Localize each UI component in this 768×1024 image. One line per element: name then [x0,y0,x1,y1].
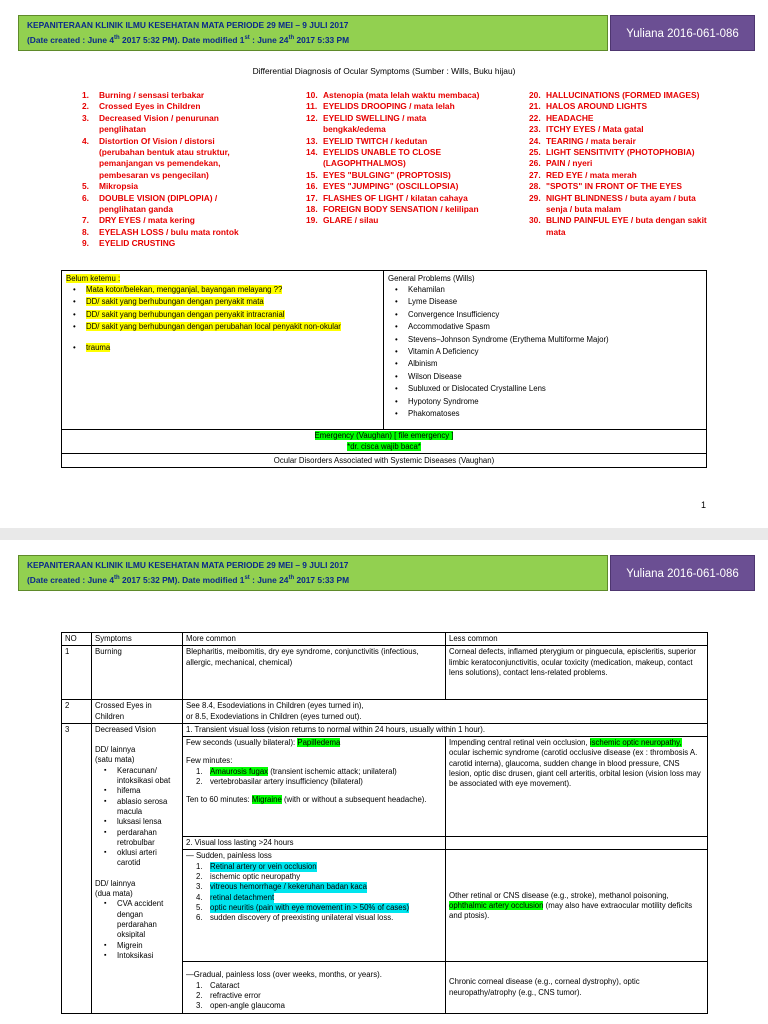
symptom-list-item: 22. HEADACHE [529,112,594,123]
symptom-list-item: 25. LIGHT SENSITIVITY (PHOTOPHOBIA) [529,147,695,158]
list-item: • Subluxed or Dislocated Crystalline Lens [388,384,702,394]
list-item: • trauma [66,343,379,353]
symptom-list-item: 9. EYELID CRUSTING [82,238,176,249]
list-item: ▪ perdarahan retrobulbar [95,828,179,849]
systemic-row: Ocular Disorders Associated with Systemic Diseases (Vaughan) [273,456,495,465]
list-item: • DD/ sakit yang berhubungan dengan penyakit intracranial [66,310,379,320]
table-header-row [62,633,708,646]
list-item: 6. sudden discovery of preexisting unilateral visual loss. [196,913,394,923]
list-item: ▪ hifema [95,786,179,796]
symptom-list-item: 3. Decreased Vision / penurunan penglihatan [82,112,219,135]
list-item: ▪ CVA accident dengan perdarahan oksipital [95,899,179,940]
row-no: 1 [62,646,92,700]
list-item: 2. refractive error [196,991,261,1001]
row-symptom: Decreased Vision DD/ lainnya (satu mata) ▪ Keracunan/ intoksikasi obat ▪ hifema ▪ ablasio serosa macula ▪ luksasi lensa ▪ perdarahan retrobulbar ▪ oklusi arteri carotid DD/ lainnya (dua mata) ▪ CVA accident dengan perdarahan oksipital ▪ Migrein ▪ Intoksikasi [92,723,183,1013]
row-more: Blepharitis, meibomitis, dry eye syndrome, conjunctivitis (infectious, allergic, mechanical, chemical) [183,646,446,700]
lasting-loss: 2. Visual loss lasting >24 hours [183,837,446,850]
row-less: Corneal defects, inflamed pterygium or pinguecula, episcleritis, superior limbic keratoconjunctivitis, ocular toxicity (medication, makeup, contact lens solutions), contact lens-related problems. [446,646,708,700]
list-item: ▪ ablasio serosa macula [95,797,179,818]
list-item: • Vitamin A Deficiency [388,347,702,357]
list-item: • Albinism [388,359,702,369]
symptom-list-item: 29. NIGHT BLINDNESS / buta ayam / buta senja / buta malam [529,192,696,215]
page-2 [0,540,768,1024]
header-line1: KEPANITERAAN KLINIK ILMU KESEHATAN MATA PERIODE 29 MEI – 9 JULI 2017 [27,560,349,570]
list-item: ▪ luksasi lensa [95,817,179,827]
emergency-row [62,430,706,454]
list-item: • Wilson Disease [388,372,702,382]
list-item: • Kehamilan [388,285,702,295]
table-row [62,646,708,700]
header-no: NO [62,633,92,646]
symptom-list-item: 14. EYELIDS UNABLE TO CLOSE (LAGOPHTHALMOS) [306,147,442,169]
header-info [18,15,608,51]
list-item: • Mata kotor/belekan, mengganjal, bayangan melayang ?? [66,285,379,295]
symptom-list-item: 1. Burning / sensasi terbakar [82,90,205,100]
belum-ketemu-cell [62,271,384,429]
symptom-list-item: 19. GLARE / silau [306,215,379,226]
row-no: 3 [62,723,92,1013]
header-line2: (Date created : June 4th 2017 5:32 PM). Date modified 1st : June 24th 2017 5:33 PM [27,574,350,585]
symptom-column-2 [306,90,482,227]
symptom-list-item: 8. EYELASH LOSS / bulu mata rontok [82,226,239,237]
list-item: 1. Cataract [196,980,240,990]
list-item: • Convergence Insufficiency [388,310,702,320]
table-row [62,700,708,724]
symptom-list-item: 13. EYELID TWITCH / kedutan [306,135,428,146]
symptom-list-item: 7. DRY EYES / mata kering [82,215,195,226]
symptom-list-item: 21. HALOS AROUND LIGHTS [529,101,648,112]
list-item: ▪ Migrein [95,941,179,951]
symptom-list-item: 16. EYES "JUMPING" (OSCILLOPSIA) [306,181,459,192]
header-line2: (Date created : June 4th 2017 5:32 PM). Date modified 1st : June 24th 2017 5:33 PM [27,34,350,45]
symptom-list-item: 30. BLIND PAINFUL EYE / buta dengan sakit mata [529,215,707,237]
symptom-list-item: 5. Mikropsia [82,181,139,192]
symptom-list-item: 27. RED EYE / mata merah [529,169,637,180]
list-item: 1. Retinal artery or vein occlusion [196,861,317,871]
row-more: — Sudden, painless loss 1. Retinal artery or vein occlusion 2. ischemic optic neuropathy 3. vitreous hemorrhage / kekeruhan badan kaca 4. retinal detachment 5. optic neuritis (pain with eye movement in > 50% of cases) 6. sudden discovery of preexisting unilateral visual loss. [183,850,446,962]
transient-loss: 1. Transient visual loss (vision returns to normal within 24 hours, usually within 1 hour). [183,723,708,736]
row-more: See 8.4, Esodeviations in Children (eyes turned in), or 8.5, Exodeviations in Children (eyes turned out). [183,700,708,724]
list-item: 3. open-angle glaucoma [196,1001,285,1011]
symptoms-table [61,632,708,1014]
list-item: 2. ischemic optic neuropathy [196,872,301,882]
symptom-list-item: 4. Distortion Of Vision / distorsi (perubahan bentuk atau struktur, pemanjangan vs pemendekan, pembesaran vs pengecilan) [82,135,230,180]
list-item: • Accommodative Spasm [388,322,702,332]
list-item: • Lyme Disease [388,297,702,307]
list-item: ▪ oklusi arteri carotid [95,848,179,869]
page-header [18,555,755,591]
general-problems-cell [384,271,706,429]
row-symptom: Crossed Eyes in Children [92,700,183,724]
row-less: Other retinal or CNS disease (e.g., stroke), methanol poisoning, ophthalmic artery occlusion (may also have extraocular motility deficits and ptosis). [446,850,708,962]
header-less-common: Less common [446,633,708,646]
symptom-column-1 [82,90,252,250]
header-line1: KEPANITERAAN KLINIK ILMU KESEHATAN MATA PERIODE 29 MEI – 9 JULI 2017 [27,20,349,30]
symptom-list-item: 15. EYES "BULGING" (PROPTOSIS) [306,169,451,180]
list-item: ▪ Keracunan/ intoksikasi obat [95,766,179,787]
symptom-list-item: 2. Crossed Eyes in Children [82,101,201,112]
page-header [18,15,755,51]
list-item: ▪ Intoksikasi [95,951,179,961]
symptom-list-item: 23. ITCHY EYES / Mata gatal [529,124,644,135]
symptom-list-item: 26. PAIN / nyeri [529,158,593,169]
page-number: 1 [700,500,706,510]
row-symptom: Burning [92,646,183,700]
list-item: • DD/ sakit yang berhubungan dengan perubahan local penyakit non-okular [66,322,379,332]
header-author: Yuliana 2016-061-086 [610,555,755,591]
symptom-list-item: 10. Astenopia (mata lelah waktu membaca) [306,90,480,100]
table-row [62,723,708,736]
symptom-list-item: 18. FOREIGN BODY SENSATION / kelilipan [306,204,479,215]
list-item: • Phakomatoses [388,409,702,419]
row-less: Chronic corneal disease (e.g., corneal dystrophy), optic neuropathy/atrophy (e.g., CNS tumor). [446,962,708,1013]
header-info [18,555,608,591]
row-more: Few seconds (usually bilateral): Papilledema Few minutes: 1. Amaurosis fugax (transient ischemic attack; unilateral) 2. vertebrobasilar artery insufficiency (bilateral) Ten to 60 minutes: Migraine (with or without a subsequent headache). [183,737,446,837]
belum-title: Belum ketemu : [66,274,121,283]
row-no: 2 [62,700,92,724]
header-more-common: More common [183,633,446,646]
header-symptoms: Symptoms [92,633,183,646]
list-item: • Stevens–Johnson Syndrome (Erythema Multiforme Major) [388,335,702,345]
symptom-column-3 [529,90,719,238]
symptom-list-item: 12. EYELID SWELLING / mata bengkak/edema [306,112,427,135]
document-title: Differential Diagnosis of Ocular Symptoms (Sumber : Wills, Buku hijau) [252,66,516,76]
symptom-list-item: 28. "SPOTS" IN FRONT OF THE EYES [529,181,682,192]
list-item: 4. retinal detachment [196,892,275,902]
row-less: Impending central retinal vein occlusion, ischemic optic neuropathy, ocular ischemic syndrome (carotid occlusive disease (ex : thrombosis A. carotid interna), glaucoma, sudden change in blood pressure, CNS lesion, optic disc drusen, giant cell arteritis, orbital lesion (vision loss may be associated with eye movement). [446,737,708,837]
symptom-list-item: 6. DOUBLE VISION (DIPLOPIA) / penglihatan ganda [82,192,218,215]
symptom-list-item: 20. HALLUCINATIONS (FORMED IMAGES) [529,90,700,100]
list-item: • DD/ sakit yang berhubungan dengan penyakit mata [66,297,379,307]
notes-table [61,270,707,468]
list-item: 5. optic neuritis (pain with eye movement in > 50% of cases) [196,902,410,912]
list-item: • Hypotony Syndrome [388,397,702,407]
general-title: General Problems (Wills) [388,274,475,283]
row-more: —Gradual, painless loss (over weeks, months, or years). 1. Cataract 2. refractive error 3. open-angle glaucoma [183,962,446,1013]
emergency-note: *dr. cisca wajib baca* [347,441,421,451]
symptom-list-item: 24. TEARING / mata berair [529,135,636,146]
emergency-link[interactable]: Emergency (Vaughan) [ file emergency ] [314,431,454,440]
list-item: 3. vitreous hemorrhage / kekeruhan badan kaca [196,882,367,892]
header-author: Yuliana 2016-061-086 [610,15,755,51]
symptom-list-item: 17. FLASHES OF LIGHT / kilatan cahaya [306,192,468,203]
symptom-list-item: 11. EYELIDS DROOPING / mata lelah [306,101,455,112]
